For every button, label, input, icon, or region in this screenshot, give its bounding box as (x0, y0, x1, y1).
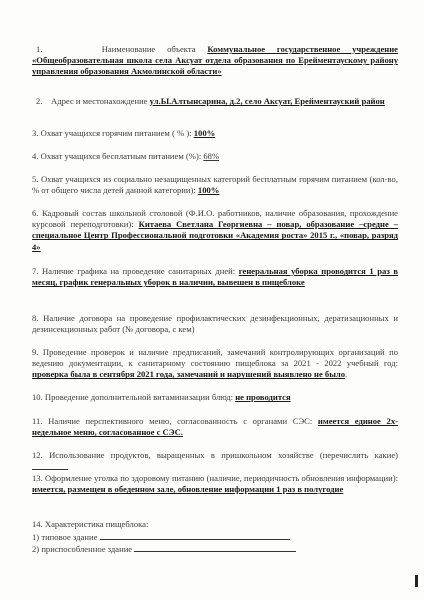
sub-item-number: 1) (32, 532, 40, 542)
item-label: Характеристика пищеблока: (44, 519, 149, 529)
item-10 (32, 392, 398, 403)
item-value: имеется единое 2х-недельное меню, согласованное с СЭС. (32, 416, 398, 438)
item-number: 12. (32, 450, 43, 460)
blank-line (134, 543, 296, 552)
item-4 (32, 151, 398, 162)
item-label: Охват учащихся горячим питанием ( % ): (40, 128, 194, 138)
item-value: генеральная уборка проводится 1 раз в месяц, график генеральных уборок в наличии, вывешен в пищеблоке (32, 266, 398, 288)
item-number: 10. (32, 392, 43, 402)
item-7 (32, 266, 398, 288)
item-label: Проведение проверок и наличие предписаний, замечаний контролирующих организаций по ведению документации, к санитарному состоянию пищеблока за 2021 - 2022 учебный год: (32, 347, 398, 369)
item-number: 9. (32, 347, 39, 357)
item-number: 2. (36, 96, 43, 106)
item-label: Адрес и местонахождение (51, 96, 150, 106)
item-label: Проведение дополнительной витаминизации блюд: (44, 392, 236, 402)
item-2 (32, 96, 398, 107)
item-1 (32, 44, 398, 78)
item-value: не проводится (235, 392, 291, 402)
item-13 (32, 473, 398, 495)
item-9 (32, 347, 398, 381)
scan-edge-mark (415, 575, 418, 587)
item-12 (32, 450, 398, 473)
item-value: 68% (203, 151, 220, 161)
item-label: Кадровый состав школьной столовой (Ф.И.О. работников, наличие образования, прохождение курсовой переподготовки): (32, 208, 398, 230)
item-value: проверка была в сентября 2021 года, замечаний и нарушений выявлено не было (32, 369, 346, 380)
item-6 (32, 208, 398, 253)
item-5 (32, 174, 398, 196)
item-tail: . (345, 369, 348, 380)
item-11 (32, 416, 398, 438)
item-label: Оформление уголка по здоровому питанию (наличие, периодичность обновления информации): (45, 473, 399, 483)
item-3 (32, 128, 398, 139)
item-value: имеется, размещен в обеденном зале, обновление информации 1 раз в полугодие (32, 484, 344, 495)
item-label: Наличие договора на проведение профилактических дезинфекционных, дератизационных и дезинсекционных работ (№ договора, с кем) (32, 313, 398, 335)
sub-item-label: приспособленное здание (41, 544, 133, 554)
item-label: Наличие графика на проведение санитарных дней: (42, 266, 239, 276)
item-value: Китаева Светлана Георгиевна – повар, образование –средне – специальное Центр Профессиональной подготовки «Академия роста» 2015 г., «повар, разряд 4» (32, 219, 399, 252)
sub-item-2 (32, 543, 398, 555)
item-number: 6. (32, 208, 39, 218)
blank-line (32, 461, 68, 470)
item-value: 100% (193, 128, 216, 138)
item-label: Охват учащихся из социально незащищенных категорий бесплатным горячим питанием (кол-во, % от общего числа детей данной категории): (32, 174, 398, 196)
item-number: 14. (32, 519, 43, 529)
item-number: 3. (32, 128, 39, 138)
item-label: Наименование объекта (101, 44, 208, 54)
item-number: 4. (32, 151, 39, 161)
item-value: ул.Ы.Алтынсарина, д.2, село Аксуат, Ерейментауский район (149, 96, 385, 106)
item-value: 100% (197, 185, 220, 196)
item-label: Охват учащихся бесплатным питанием (%): (40, 151, 204, 161)
item-8 (32, 313, 398, 335)
sub-item-number: 2) (32, 544, 40, 554)
sub-item-label: типовое здание (41, 532, 98, 542)
item-label: Использование продуктов, выращенных в пришкольном хозяйстве (перечислить какие) (49, 450, 398, 460)
item-value: Коммунальное государственное учреждение «Общеобразовательная школа села Аксуат отдела образования по Ерейментаускому району управления образования Акмолинской области» (32, 44, 398, 77)
item-number: 8. (32, 313, 39, 323)
sub-item-1 (32, 531, 398, 543)
item-label: Наличие перспективного меню, согласованность с органами СЭС: (48, 416, 318, 426)
item-number: 5. (32, 174, 39, 184)
item-number: 13. (32, 473, 43, 483)
item-number: 7. (32, 266, 39, 276)
item-number: 1. (36, 44, 43, 54)
blank-line (100, 531, 290, 540)
item-14 (32, 519, 398, 530)
item-number: 11. (32, 416, 43, 426)
